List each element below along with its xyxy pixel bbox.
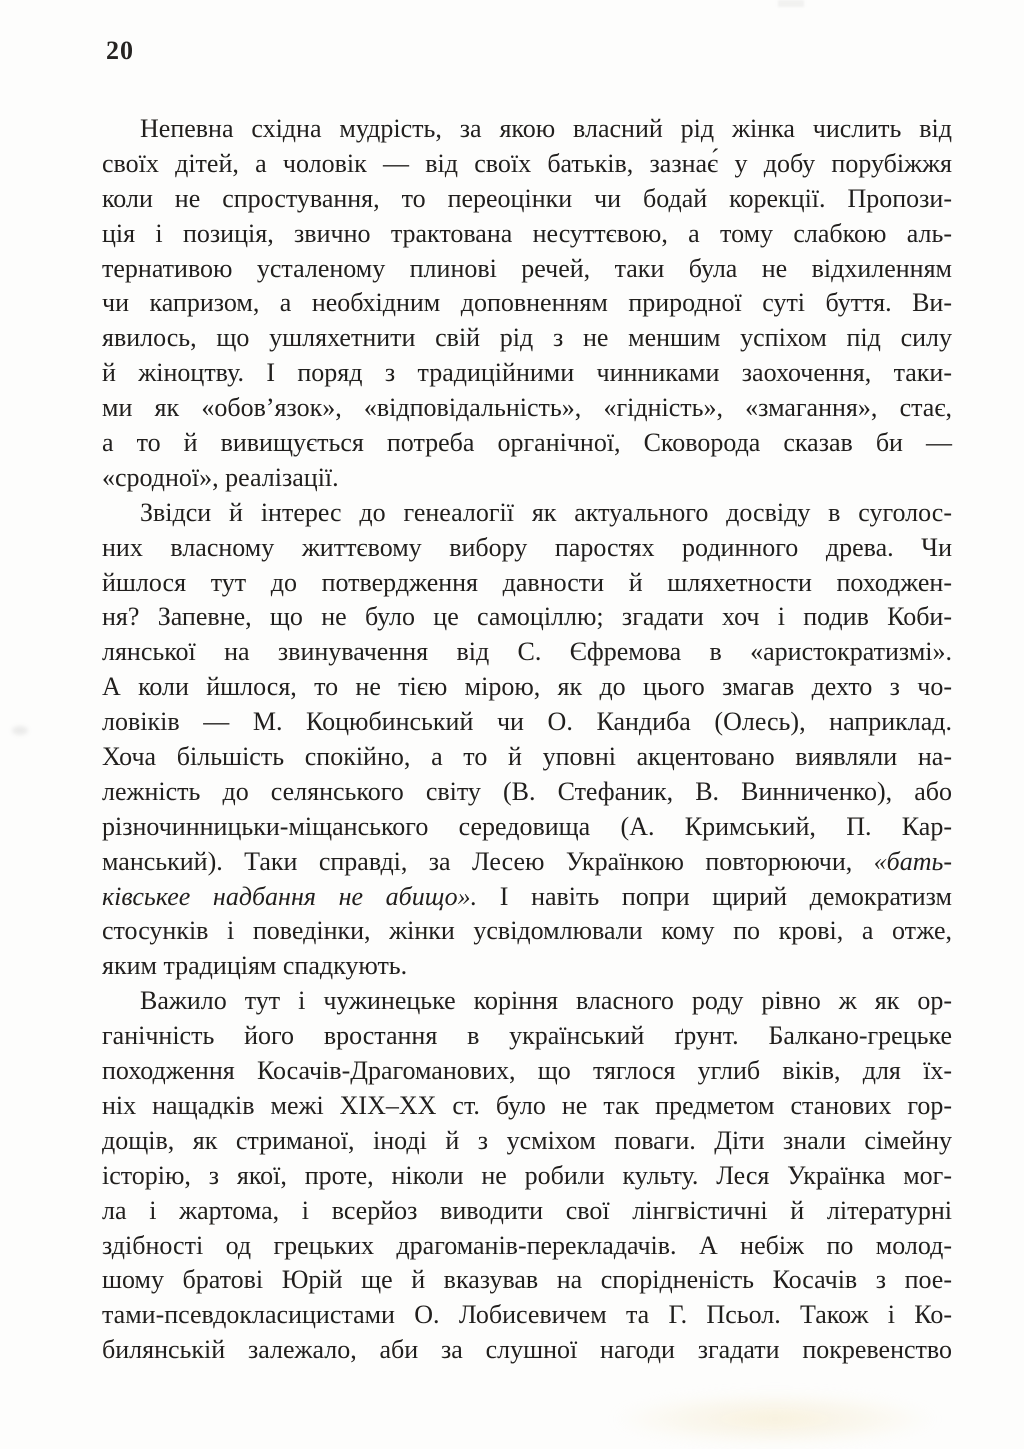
text-line: а то й вивищується потреба органічної, Сковорода сказав би — (102, 428, 952, 458)
text-line: ція і позиція, звично трактована несуттєвою, а тому слабкою аль- (102, 218, 952, 248)
page-number: 20 (106, 36, 134, 65)
text-line: ківськее надбання не абищо». І навіть попри щирий демократизм (102, 881, 952, 911)
text-line: своїх дітей, а чоловік — від своїх батьків, зазнає́ у добу порубіжжя (102, 148, 952, 178)
text-line: походження Косачів-Драгоманових, що тяглося углиб віків, для їх- (102, 1056, 952, 1086)
text-line: дощів, як стриманої, іноді й з усміхом поваги. Діти знали сімейну (102, 1125, 952, 1155)
text-line: шому братові Юрій ще й вказував на спорідненість Косачів з пое- (102, 1265, 952, 1295)
text-line: й жіноцтву. І поряд з традиційними чинниками заохочення, таки- (102, 358, 952, 388)
text-line: йшлося тут до потвердження давности й шляхетности походжен- (102, 567, 952, 597)
text-line: ми як «обов’язок», «відповідальність», «гідність», «змагання», стає, (102, 393, 952, 423)
text-line: билянській залежало, аби за слушної нагоди згадати покревенство (102, 1335, 952, 1365)
scan-artifact-speck (12, 726, 28, 735)
text-line: лянської на звинувачення від С. Єфремова в «аристократизмі». (102, 637, 952, 667)
text-line: ніх нащадків межі XIX–XX ст. було не так предметом станових гор- (102, 1090, 952, 1120)
text-line: яким традиціям спадкують. (102, 951, 408, 981)
text-line: тернативою усталеному плинові речей, таки була не відхиленням (102, 253, 952, 283)
text-line: них власному життєвому вибору паростях родинного древа. Чи (102, 532, 952, 562)
text-line: ла і жартома, і всерйоз виводити свої лінгвістичні й літературні (102, 1195, 952, 1225)
scan-artifact-top (778, 0, 804, 7)
text-line: тами-псевдокласицистами О. Лобисевичем та Г. Псьол. Також і Ко- (102, 1300, 952, 1330)
text-line: стосунків і поведінки, жінки усвідомлювали кому по крові, а отже, (102, 916, 952, 946)
text-line: Хоча більшість спокійно, а то й уповні акцентовано виявляли на- (102, 742, 952, 772)
text-line: А коли йшлося, то не тією мірою, як до цього змагав дехто з чо- (102, 672, 952, 702)
text-line: здібності од грецьких драгоманів-перекладачів. А небіж по молод- (102, 1230, 952, 1260)
body-text (102, 112, 952, 1368)
text-line: історію, з якої, проте, ніколи не робили культу. Леся Українка мог- (102, 1160, 952, 1190)
text-line: ганічність його вростання в український ґрунт. Балкано-грецьке (102, 1021, 952, 1051)
text-line: манський). Таки справді, за Лесею Українкою повторюючи, «бать- (102, 846, 952, 876)
scan-artifact-smudge (610, 1392, 940, 1446)
text-line: ловіків — М. Коцюбинський чи О. Кандиба (Олесь), наприклад. (102, 707, 952, 737)
text-line: різночинницьки-міщанського середовища (А. Кримський, П. Кар- (102, 811, 952, 841)
text-line: Важило тут і чужинецьке коріння власного роду рівно ж як ор- (140, 986, 952, 1016)
text-line: лежність до селянського світу (В. Стефаник, В. Винниченко), або (102, 776, 952, 806)
text-line: коли не спростування, то переоцінки чи бодай корекції. Пропози- (102, 183, 952, 213)
text-line: Непевна східна мудрість, за якою власний рід жінка числить від (140, 114, 952, 143)
text-line: чи капризом, а необхідним доповненням природної суті буття. Ви- (102, 288, 952, 318)
text-line: «сродної», реалізації. (102, 462, 339, 492)
text-line: Звідси й інтерес до генеалогії як актуального досвіду в суголос- (140, 497, 952, 527)
text-line: ня? Запевне, що не було це самоціллю; згадати хоч і подив Коби- (102, 602, 952, 632)
text-line: явилось, що ушляхетнити свій рід з не меншим успіхом під силу (102, 323, 952, 353)
